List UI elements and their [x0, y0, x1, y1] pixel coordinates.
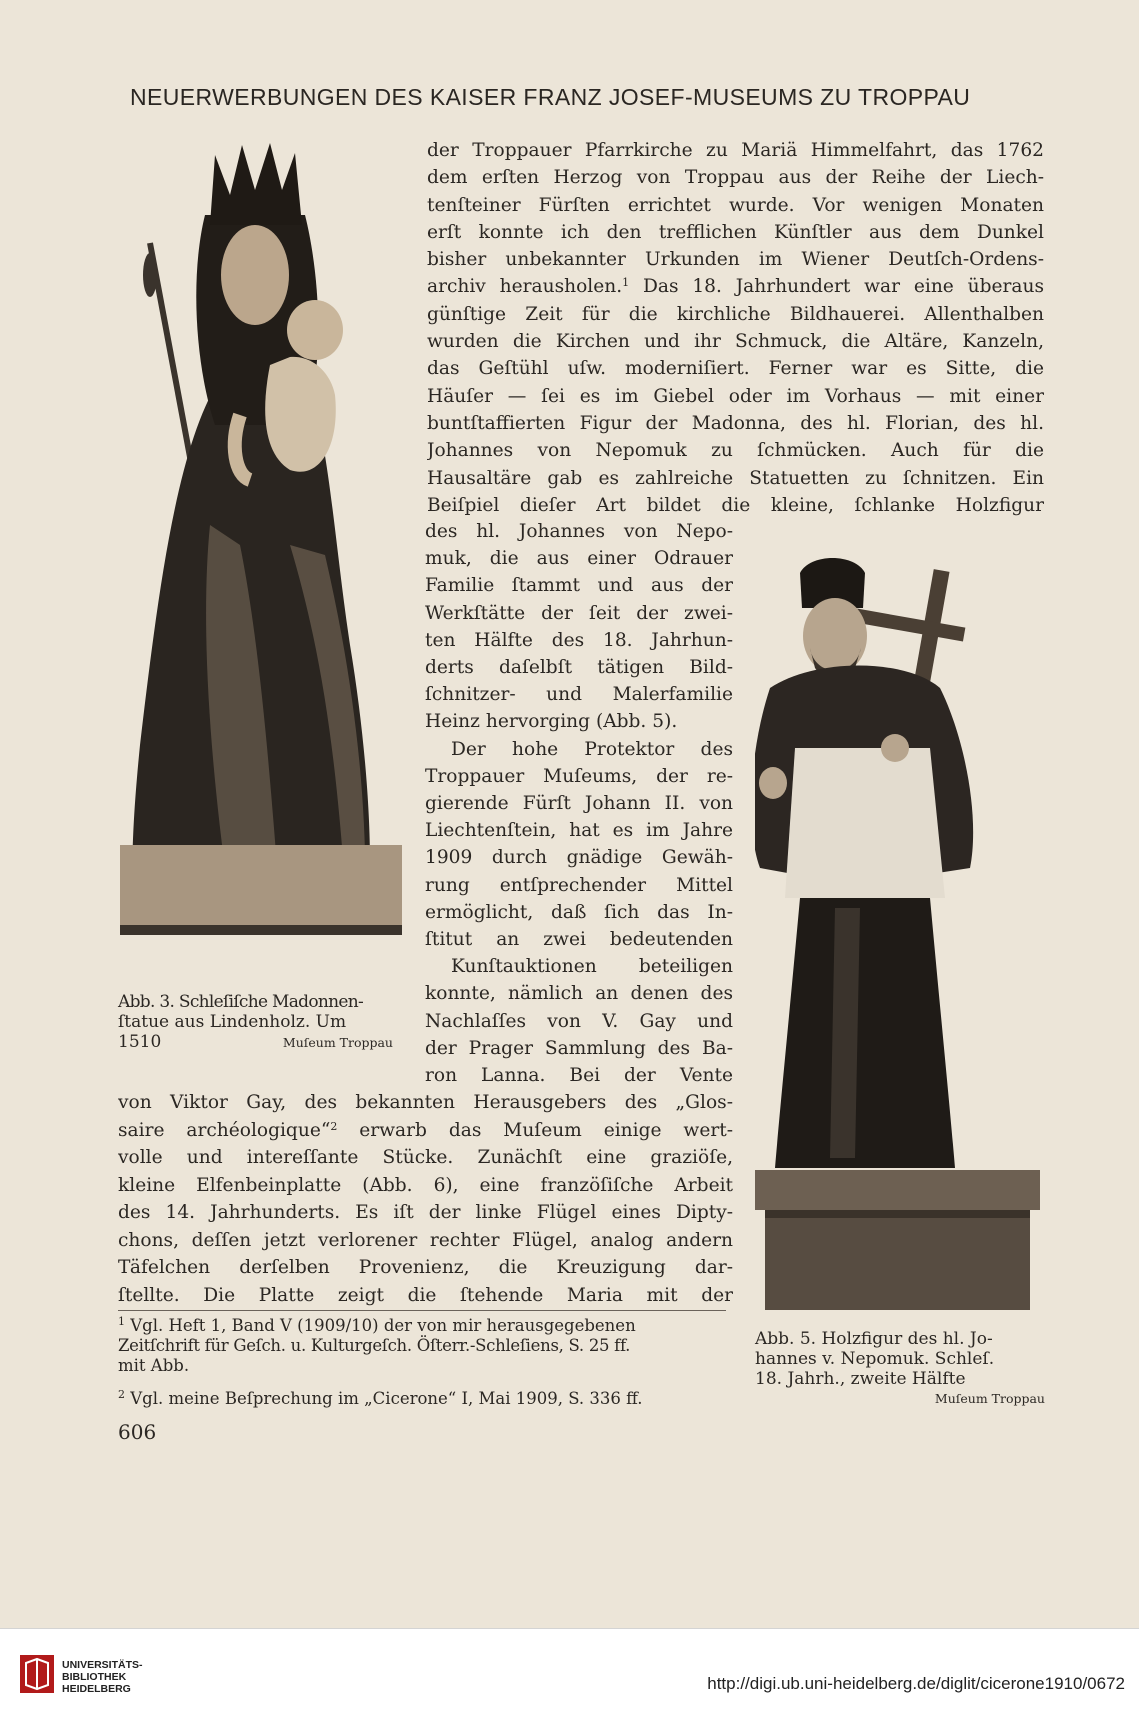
footnote-ref-1[interactable]: 1	[622, 276, 630, 290]
caption-abb3-line2: ſtatue aus Lindenholz. Um	[118, 1012, 347, 1032]
body-text-bottom	[118, 1089, 733, 1309]
caption-abb5-line2: hannes v. Nepomuk. Schleſ.	[755, 1349, 995, 1369]
running-head: NEUERWERBUNGEN DES KAISER FRANZ JOSEF-MUSEUMS ZU TROPPAU	[130, 84, 971, 110]
caption-abb5-line3: 18. Jahrh., zweite Hälfte	[755, 1369, 966, 1389]
text-line: dem erſten Herzog von Troppau aus der Reihe der Liech-	[427, 167, 1044, 189]
body-text-middle	[425, 518, 733, 1089]
text-line: günſtige Zeit für die kirchliche Bildhauerei. Allenthalben	[427, 303, 1044, 325]
caption-abb3-year: 1510	[118, 1032, 162, 1052]
footnote-1-line: mit Abb.	[118, 1356, 190, 1375]
text-line: Familie ſtammt und aus der	[425, 575, 733, 597]
text-line: konnte, nämlich an denen des	[425, 983, 733, 1005]
text-line: der Prager Sammlung des Ba-	[425, 1037, 733, 1059]
text-line: Beiſpiel dieſer Art bildet die kleine, ſchlanke Holzfigur	[427, 494, 1044, 516]
text-line: das Geſtühl uſw. moderniſiert. Ferner war es Sitte, die	[427, 358, 1044, 380]
text-line: Werkſtätte der ſeit der zwei-	[425, 602, 733, 624]
text-line: bisher unbekannter Urkunden im Wiener Deutſch-Ordens-	[427, 249, 1044, 271]
caption-abb3-line1: Abb. 3. Schleſiſche Madonnen-	[118, 992, 364, 1012]
footnote-rule	[118, 1310, 726, 1311]
text-line: Troppauer Muſeums, der re-	[425, 765, 733, 787]
university-library-logo-icon	[20, 1655, 54, 1693]
caption-abb5-line1: Abb. 5. Holzfigur des hl. Jo-	[755, 1329, 993, 1349]
text-line: ermöglicht, daß ſich das In-	[425, 901, 733, 923]
text-line: Nachlaſſes von V. Gay und	[425, 1010, 733, 1032]
caption-abb3	[118, 992, 393, 1052]
footnote-1-mark: 1	[118, 1315, 125, 1328]
footnote-1	[118, 1316, 733, 1376]
footnote-2-mark: 2	[118, 1388, 125, 1401]
text-line: kleine Elfenbeinplatte (Abb. 6), eine franzöſiſche Arbeit	[118, 1174, 733, 1196]
text-line: Häuſer — ſei es im Giebel oder im Vorhaus — mit einer	[427, 385, 1044, 407]
text-line-with-footnote-ref: saire archéologique“$^2$ erwarb das Muſeum einige wert-	[118, 1119, 733, 1141]
text-line: von Viktor Gay, des bekannten Herausgebers des „Glos-	[118, 1092, 733, 1113]
footnote-ref-2[interactable]: 2	[330, 1119, 338, 1133]
footnote-1-line: Vgl. Heft 1, Band V (1909/10) der von mir herausgegebenen	[130, 1316, 636, 1335]
text-line: der Troppauer Pfarrkirche zu Mariä Himmelfahrt, das 1762	[427, 140, 1044, 161]
text-line: des hl. Johannes von Nepo-	[425, 521, 733, 542]
text-line: erſt konnte ich den trefflichen Künſtler aus dem Dunkel	[427, 221, 1044, 243]
text-line: Der hohe Protektor des	[451, 738, 733, 760]
permalink-url[interactable]: http://digi.ub.uni-heidelberg.de/diglit/cicerone1910/0672	[707, 1674, 1125, 1693]
text-line: Kunſtauktionen beteiligen	[451, 956, 733, 978]
text-line: derts daſelbſt tätigen Bild-	[425, 657, 733, 679]
text-line: Täfelchen derſelben Provenienz, die Kreuzigung dar-	[118, 1257, 733, 1278]
text-line: rung entſprechender Mittel	[425, 874, 733, 896]
body-text-top	[427, 137, 1044, 519]
text-line: ten Hälfte des 18. Jahrhun-	[425, 629, 733, 651]
text-line: Heinz hervorging (Abb. 5).	[425, 711, 678, 733]
text-line: ron Lanna. Bei der Vente	[425, 1065, 733, 1087]
text-line: gierende Fürſt Johann II. von	[425, 793, 733, 815]
text-line: ſtitut an zwei bedeutenden	[425, 929, 733, 951]
text-line: ſtellte. Die Platte zeigt die ſtehende Maria mit der	[118, 1284, 733, 1306]
madonna-statue-photo	[120, 125, 402, 985]
text-line: buntſtaffierten Figur der Madonna, des hl. Florian, des hl.	[427, 412, 1044, 434]
footnote-1-line: Zeitſchrift für Geſch. u. Kulturgeſch. Öſterr.-Schleſiens, S. 25 ff.	[118, 1336, 631, 1355]
text-line: Johannes von Nepomuk zu ſchmücken. Auch für die	[427, 440, 1044, 462]
text-line-with-footnote-ref: archiv herausholen.$^1$ Das 18. Jahrhundert war eine überaus	[427, 276, 1044, 298]
footnote-2-line: Vgl. meine Beſprechung im „Cicerone“ I, Mai 1909, S. 336 ff.	[130, 1389, 643, 1408]
caption-abb3-credit: Muſeum Troppau	[282, 1035, 393, 1050]
text-line: Liechtenſtein, hat es im Jahre	[425, 820, 733, 842]
text-line: wurden die Kirchen und ihr Schmuck, die Altäre, Kanzeln,	[427, 331, 1044, 353]
caption-abb5-credit: Muſeum Troppau	[934, 1391, 1045, 1406]
caption-abb5	[755, 1329, 1045, 1406]
page-number: 606	[118, 1420, 157, 1444]
library-name: UNIVERSITÄTS- BIBLIOTHEK HEIDELBERG	[62, 1659, 143, 1695]
text-line: volle und intereſſante Stücke. Zunächſt eine graziöſe,	[118, 1147, 733, 1168]
footnote-2	[118, 1389, 733, 1409]
text-line: ſchnitzer- und Malerfamilie	[425, 684, 733, 706]
viewer-footer	[0, 1628, 1139, 1718]
text-line: 1909 durch gnädige Gewäh-	[425, 847, 733, 869]
nepomuk-figure-photo	[755, 548, 1040, 1310]
text-line: muk, die aus einer Odrauer	[425, 548, 733, 570]
text-line: chons, deſſen jetzt verlorener rechter Flügel, analog andern	[118, 1229, 733, 1251]
text-line: Hausaltäre gab es zahlreiche Statuetten zu ſchnitzen. Ein	[427, 467, 1044, 489]
text-line: des 14. Jahrhunderts. Es iſt der linke Flügel eines Dipty-	[118, 1202, 733, 1223]
text-line: tenſteiner Fürſten errichtet wurde. Vor wenigen Monaten	[427, 194, 1044, 216]
